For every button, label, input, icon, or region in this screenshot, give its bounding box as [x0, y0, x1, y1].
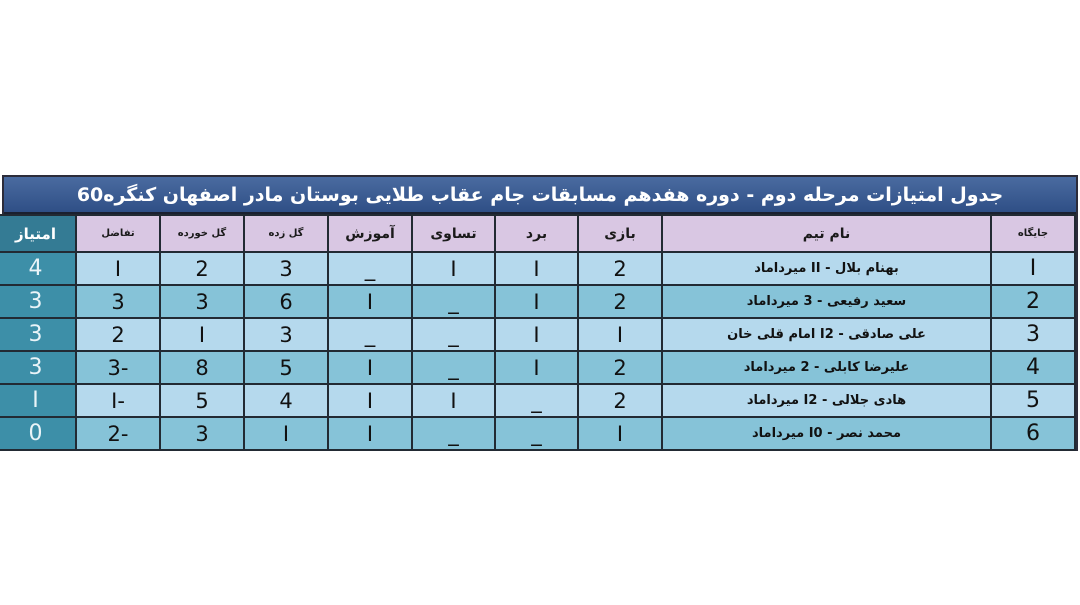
cell-rank: 4 [992, 352, 1074, 383]
table-row [0, 352, 1074, 383]
table-row [0, 418, 1074, 449]
table-row [0, 319, 1074, 350]
cell-goals-against: 5 [161, 385, 243, 416]
cell-goals-for: I [245, 418, 327, 449]
cell-goal-diff: I [77, 253, 159, 284]
cell-played: 2 [579, 352, 661, 383]
cell-goals-against: 2 [161, 253, 243, 284]
cell-played: 2 [579, 253, 661, 284]
cell-goal-diff: -I [77, 385, 159, 416]
cell-team: علیرضا کابلی - 2 میرداماد [663, 352, 990, 383]
cell-won: I [496, 253, 577, 284]
cell-draw: _ [413, 319, 494, 350]
cell-team: هادی جلالی - I2 میرداماد [663, 385, 990, 416]
cell-points: 4 [0, 253, 75, 284]
cell-goal-diff: -2 [77, 418, 159, 449]
cell-goals-for: 3 [245, 253, 327, 284]
cell-played: I [579, 418, 661, 449]
cell-goals-for: 3 [245, 319, 327, 350]
cell-goal-diff: 2 [77, 319, 159, 350]
header-team: نام تیم [663, 216, 990, 251]
header-rank: جایگاه [992, 216, 1074, 251]
standings-table [2, 175, 1078, 451]
cell-team: بهنام بلال - II میرداماد [663, 253, 990, 284]
cell-rank: I [992, 253, 1074, 284]
cell-draw: _ [413, 352, 494, 383]
cell-won: _ [496, 385, 577, 416]
cell-goals-against: 3 [161, 286, 243, 317]
cell-goals-against: I [161, 319, 243, 350]
cell-goals-for: 5 [245, 352, 327, 383]
cell-lost: _ [329, 253, 411, 284]
header-goal-diff: تفاضل [77, 216, 159, 251]
cell-lost: I [329, 286, 411, 317]
cell-draw: _ [413, 418, 494, 449]
cell-goals-for: 4 [245, 385, 327, 416]
cell-played: I [579, 319, 661, 350]
cell-points: I [0, 385, 75, 416]
header-points: امتیاز [0, 216, 75, 251]
cell-lost: I [329, 352, 411, 383]
cell-won: _ [496, 418, 577, 449]
cell-won: I [496, 319, 577, 350]
cell-played: 2 [579, 385, 661, 416]
cell-rank: 5 [992, 385, 1074, 416]
table-row [0, 253, 1074, 284]
cell-draw: I [413, 385, 494, 416]
cell-lost: _ [329, 319, 411, 350]
cell-draw: _ [413, 286, 494, 317]
cell-played: 2 [579, 286, 661, 317]
header-won: برد [496, 216, 577, 251]
table-title: جدول امتیازات مرحله دوم - دوره هفدهم مسابقات جام عقاب طلایی بوستان مادر اصفهان کنگره60 [4, 177, 1076, 214]
cell-points: 3 [0, 286, 75, 317]
cell-lost: I [329, 418, 411, 449]
cell-goals-for: 6 [245, 286, 327, 317]
cell-rank: 6 [992, 418, 1074, 449]
cell-goals-against: 3 [161, 418, 243, 449]
cell-lost: I [329, 385, 411, 416]
cell-goals-against: 8 [161, 352, 243, 383]
header-lost: آموزش [329, 216, 411, 251]
cell-rank: 2 [992, 286, 1074, 317]
cell-won: I [496, 352, 577, 383]
cell-points: 3 [0, 319, 75, 350]
cell-team: سعید رفیعی - 3 میرداماد [663, 286, 990, 317]
header-goals-for: گل زده [245, 216, 327, 251]
cell-points: 3 [0, 352, 75, 383]
header-row [0, 216, 1074, 251]
header-played: بازی [579, 216, 661, 251]
cell-team: علی صادقی - I2 امام قلی خان [663, 319, 990, 350]
cell-team: محمد نصر - I0 میرداماد [663, 418, 990, 449]
cell-goal-diff: -3 [77, 352, 159, 383]
header-goals-against: گل خورده [161, 216, 243, 251]
standings-grid [0, 214, 1076, 451]
cell-draw: I [413, 253, 494, 284]
table-row [0, 385, 1074, 416]
cell-goal-diff: 3 [77, 286, 159, 317]
cell-points: 0 [0, 418, 75, 449]
cell-rank: 3 [992, 319, 1074, 350]
table-row [0, 286, 1074, 317]
header-draw: تساوی [413, 216, 494, 251]
cell-won: I [496, 286, 577, 317]
